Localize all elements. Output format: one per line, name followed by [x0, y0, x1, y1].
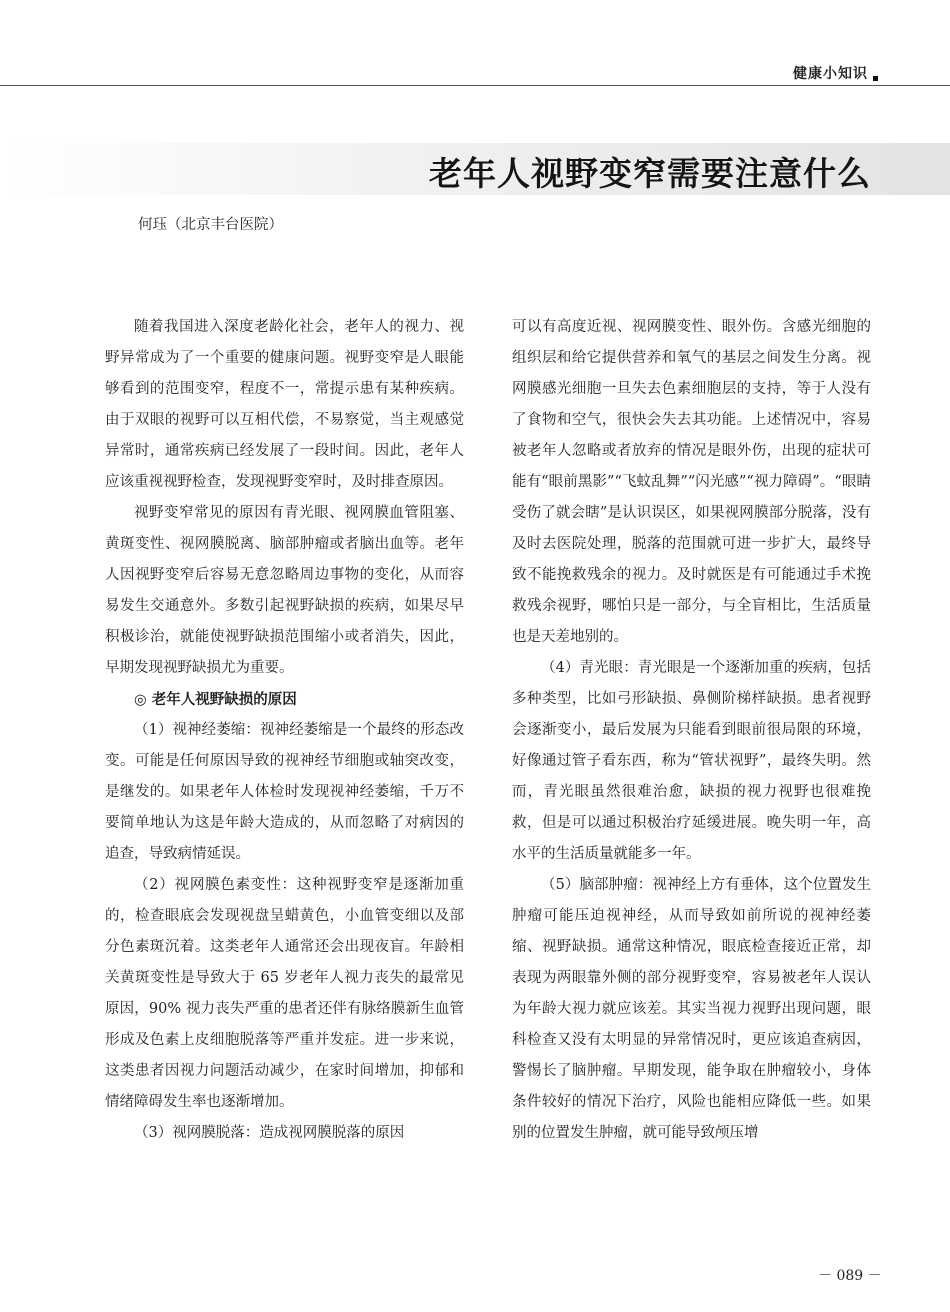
- article-author: 何珏（北京丰台医院）: [138, 217, 283, 233]
- article-title: 老年人视野变窄需要注意什么: [429, 154, 871, 193]
- paragraph-continued: 可以有高度近视、视网膜变性、眼外伤。含感光细胞的组织层和给它提供营养和氧气的基层之间发生分离。视网膜感光细胞一旦失去色素细胞层的支持，等于人没有了食物和空气，很快会失去其功能。上述情况中，容易被老年人忽略或者放弃的情况是眼外伤，出现的症状可能有“眼前黑影”“飞蚊乱舞”“闪光感”“视力障碍”。“眼睛受伤了就会瞎”是认识误区，如果视网膜部分脱落，没有及时去医院处理，脱落的范围就可进一步扩大，最终导致不能挽救残余的视力。及时就医是有可能通过手术挽救残余视野，哪怕只是一部分，与全盲相比，生活质量也是天差地别的。: [512, 319, 871, 645]
- paragraph: （2）视网膜色素变性：这种视野变窄是逐渐加重的，检查眼底会发现视盘呈蜡黄色，小血管变细以及部分色素斑沉着。这类老年人通常还会出现夜盲。年龄相关黄斑变性是导致大于 65 岁老年人视力丧失的最常见原因，90% 视力丧失严重的患者还伴有脉络膜新生血管形成及色素上皮细胞脱落等严重并发症。进一步来说，这类患者因视力问题活动减少，在家时间增加，抑郁和情绪障碍发生率也逐渐增加。: [105, 877, 464, 1110]
- paragraph: （4）青光眼：青光眼是一个逐渐加重的疾病，包括多种类型，比如弓形缺损、鼻侧阶梯样缺损。患者视野会逐渐变小，最后发展为只能看到眼前很局限的环境，好像通过管子看东西，称为“管状视野”，最终失明。然而，青光眼虽然很难治愈，缺损的视力视野也很难挽救，但是可以通过积极治疗延缓进展。晚失明一年，高水平的生活质量就能多一年。: [512, 660, 871, 862]
- right-column: [512, 312, 871, 1149]
- section-label: 健康小知识: [793, 66, 868, 82]
- section-marker: [873, 76, 878, 81]
- paragraph: 视野变窄常见的原因有青光眼、视网膜血管阻塞、黄斑变性、视网膜脱离、脑部肿瘤或者脑出血等。老年人因视野变窄后容易无意忽略周边事物的变化，从而容易发生交通意外。多数引起视野缺损的疾病，如果尽早积极诊治，就能使视野缺损范围缩小或者消失，因此，早期发现视野缺损尤为重要。: [105, 505, 464, 676]
- header-divider: [0, 85, 950, 86]
- page-number: － 089 －: [818, 1268, 882, 1284]
- paragraph: （5）脑部肿瘤：视神经上方有垂体，这个位置发生肿瘤可能压迫视神经，从而导致如前所说的视神经萎缩、视野缺损。通常这种情况，眼底检查接近正常，却表现为两眼靠外侧的部分视野变窄，容易被老年人误认为年龄大视力就应该差。其实当视力视野出现问题，眼科检查又没有太明显的异常情况时，更应该追查病因，警惕长了脑肿瘤。早期发现，能争取在肿瘤较小，身体条件较好的情况下治疗，风险也能相应降低一些。如果别的位置发生肿瘤，就可能导致颅压增: [512, 877, 871, 1141]
- paragraph: 随着我国进入深度老龄化社会，老年人的视力、视野异常成为了一个重要的健康问题。视野变窄是人眼能够看到的范围变窄，程度不一，常提示患有某种疾病。由于双眼的视野可以互相代偿，不易察觉，当主观感觉异常时，通常疾病已经发展了一段时间。因此，老年人应该重视视野检查，发现视野变窄时，及时排查原因。: [105, 319, 464, 490]
- paragraph: （1）视神经萎缩：视神经萎缩是一个最终的形态改变。可能是任何原因导致的视神经节细胞或轴突改变，是继发的。如果老年人体检时发现视神经萎缩，千万不要简单地认为这是年龄大造成的，从而忽略了对病因的追查，导致病情延误。: [105, 722, 464, 862]
- section-heading: ◎ 老年人视野缺损的原因: [134, 691, 297, 708]
- left-column: [105, 312, 464, 1149]
- paragraph: （3）视网膜脱落：造成视网膜脱落的原因: [134, 1125, 405, 1141]
